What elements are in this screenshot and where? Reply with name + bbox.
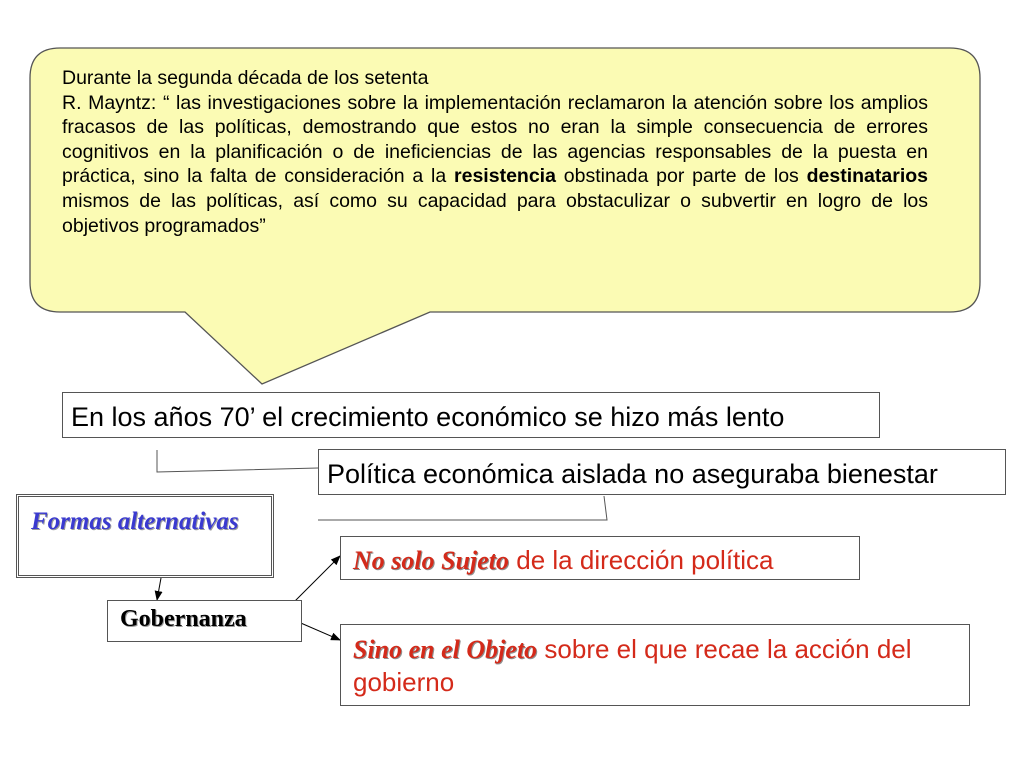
alternative-forms-label: Formas alternativas	[31, 508, 239, 535]
economic-policy-box	[318, 449, 1006, 495]
subject-box	[340, 536, 860, 580]
object-emphasis: Sino en el Objeto	[353, 635, 538, 664]
growth-slowdown-text: En los años 70’ el crecimiento económico se hizo más lento	[71, 402, 785, 432]
object-box	[340, 624, 970, 706]
alternative-forms-box	[16, 494, 274, 578]
governance-label: Gobernanza	[120, 606, 247, 632]
callout-text	[62, 66, 928, 238]
formas-to-gobernanza-arrow	[157, 578, 161, 600]
subject-emphasis: No solo Sujeto	[353, 546, 510, 575]
resistencia-bold: resistencia	[454, 165, 556, 188]
destinatarios-bold: destinatarios	[806, 165, 928, 188]
bracket-connector-top	[157, 450, 318, 472]
bracket-connector-bottom	[318, 496, 607, 520]
object-rest: sobre el que recae la acción del gobierno	[353, 634, 912, 697]
governance-box	[107, 600, 302, 642]
growth-slowdown-box	[62, 392, 880, 438]
subject-rest: de la dirección política	[509, 545, 774, 575]
economic-policy-text: Política económica aislada no aseguraba bienestar	[327, 459, 938, 489]
callout-heading: Durante la segunda década de los setenta	[62, 67, 429, 89]
callout-quote: R. Mayntz: “ las investigaciones sobre la implementación reclamaron la atención sobre los amplios fracasos de las políticas, demostrando que estos no eran la simple consecuencia de errores cognitivos en la planificación o de ineficiencias de las agencias responsables de la puesta en práctica, sino la falta de consideración a la resistencia obstinada por parte de los destinatarios mismos de las políticas, así como su capacidad para obstaculizar o subvertir en logro de los objetivos programados”	[62, 91, 928, 237]
